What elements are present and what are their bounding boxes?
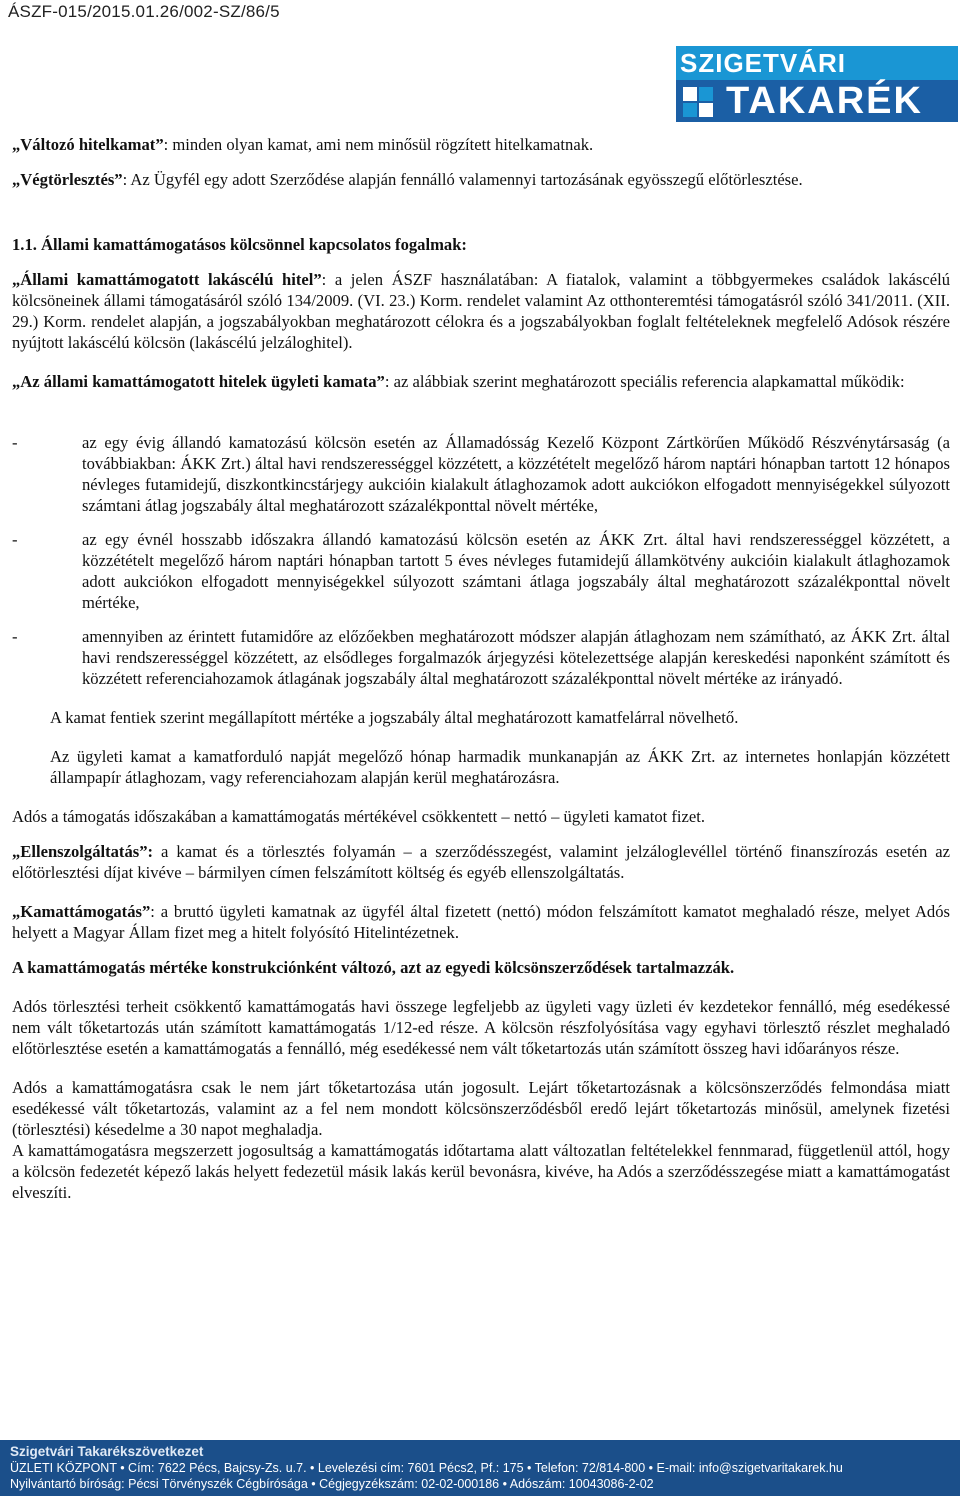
document-code: ÁSZF-015/2015.01.26/002-SZ/86/5 [8,2,280,21]
list-dash: - [12,433,18,452]
paragraph-jogosultsag: Adós a kamattámogatásra csak le nem járt tőketartozása után jogosult. Lejárt tőketartozásnak a kölcsönszerződés felmondása miatt esedékessé vált tőketartozás, valamint az a fel nem mondott kölcsönszerződésből eredő lejárt tőketartozás minősül, amelynek fizetési (törlesztési) késedelme a 30 napot meghaladja. [12,1078,950,1139]
paragraph-kamatfelar: A kamat fentiek szerint megállapított mértéke a jogszabály által meghatározott kamatfelárral növelhető. [50,708,739,727]
definition-vegtorlesztes [12,169,950,190]
list-item-text: amennyiben az érintett futamidőre az előzőekben meghatározott módszer alapján átlaghozam nem számítható, az ÁKK Zrt. által havi rendszerességgel közzétett, az elsődleges forgalmazók árjegyzési kötelezettsége alapján kereskedési naponként számított és közzétett referenciahozamok átlagának jogszabály által meghatározott százalékponttal növelt mértéke az irányadó. [82,627,950,688]
definition-text: a kamat és a törlesztés folyamán – a szerződésszegést, valamint jelzáloglevéllel történő finanszírozás esetén az előtörlesztési díjat kivéve – bármilyen címen felszámított költség és egyéb ellenszolgáltatás. [12,842,950,882]
logo-top-text: SZIGETVÁRI [676,46,958,80]
list-item-text: az egy évig állandó kamatozású kölcsön esetén az Államadósság Kezelő Központ Zártkörűen Működő Részvénytársaság (a továbbiakban: ÁKK Zrt.) által havi rendszerességgel közzétett, a közzétételt megelőző három naptári hónapban tartott 12 hónapos névleges futamidejű, diszkontkincstárjegy aukcióin kialakult átlaghozamok adott aukciókon elfogadott mennyiségekkel súlyozott számtani átlag jogszabály által meghatározott százalékponttal növelt mértéke, [82,433,950,515]
document-body [12,134,950,1203]
page-footer [0,1440,960,1496]
definition-text: : a bruttó ügyleti kamatnak az ügyfél által fizetett (nettó) módon felszámított kamatot meghaladó része, melyet Adós helyett a Magyar Állam fizet meg a hitelt folyósító Hitelintézetnek. [12,902,950,942]
definition-allami-hitel [12,269,950,353]
logo-mark-icon [682,86,714,118]
definition-text: : minden olyan kamat, ami nem minősül rögzített hitelkamatnak. [163,135,594,154]
definition-ellenszolgaltatas [12,841,950,883]
paragraph-megszerzett-jogosultsag: A kamattámogatásra megszerzett jogosultság a kamattámogatás időtartama alatt változatlan feltételekkel fennmarad, függetlenül attól, hogy a kölcsön fedezetét képező lakás helyett fedezetül másik lakás kerül bevonásra, kivéve, ha Adós a szerződésszegése miatt a kamattámogatást elveszíti. [12,1141,950,1202]
footer-address-line: ÜZLETI KÖZPONT • Cím: 7622 Pécs, Bajcsy-Zs. u.7. • Levelezési cím: 7601 Pécs2, Pf.: 175 • Telefon: 72/814-800 • E-mail: info@szigetvaritakarek.hu [10,1461,843,1475]
logo-bottom-text: TAKARÉK [676,80,958,122]
section-heading: 1.1. Állami kamattámogatásos kölcsönnel kapcsolatos fogalmak: [12,235,467,254]
term: „Az állami kamattámogatott hitelek ügyleti kamata” [12,372,385,391]
list-item [12,626,950,689]
term: „Ellenszolgáltatás”: [12,842,154,861]
footer-registry-line: Nyilvántartó bíróság: Pécsi Törvényszék Cégbírósága • Cégjegyzékszám: 02-02-000186 • Adószám: 10043086-2-02 [10,1477,654,1491]
definition-text: : Az Ügyfél egy adott Szerződése alapján fennálló valamennyi tartozásának egyösszegű előtörlesztése. [122,170,803,189]
list-item [12,432,950,516]
list-dash: - [12,530,18,549]
paragraph-netto-kamat: Adós a támogatás időszakában a kamattámogatás mértékével csökkentett – nettó – ügyleti kamatot fizet. [12,807,706,826]
term: „Kamattámogatás” [12,902,151,921]
definition-valtozo-hitelkamat [12,134,950,155]
list-item [12,529,950,613]
term: „Változó hitelkamat” [12,135,164,154]
rate-method-list [12,432,950,689]
paragraph-kamatfordulo: Az ügyleti kamat a kamatforduló napját megelőző hónap harmadik munkanapján az ÁKK Zrt. az internetes honlapján közzétett állampapír átlaghozam, vagy referenciahozam alapján kerül meghatározásra. [50,747,950,787]
footer-company-name: Szigetvári Takarékszövetkezet [10,1444,204,1459]
definition-text: : az alábbiak szerint meghatározott speciális referencia alapkamattal működik: [384,372,905,391]
term: „Végtörlesztés” [12,170,123,189]
term: „Állami kamattámogatott lakáscélú hitel” [12,270,322,289]
definition-ugyleti-kamat [12,371,950,392]
paragraph-havi-osszeg: Adós törlesztési terheit csökkentő kamattámogatás havi összege legfeljebb az ügyleti vagy üzleti év kezdetekor fennálló, még esedékessé nem vált tőketartozás után számított kamattámogatás 1/12-ed része. A kölcsön részfolyósítása vagy egyhavi törlesztő részlet meghaladó előtörlesztése esetén a kamattámogatás a fennálló, még esedékessé nem vált tőketartozás után számított összeg havi időarányos része. [12,997,950,1058]
list-item-text: az egy évnél hosszabb időszakra állandó kamatozású kölcsön esetén az ÁKK Zrt. által havi rendszerességgel közzétett, a közzétételt megelőző három naptári hónapban tartott 5 éves névleges futamidejű államkötvény aukcióin kialakult átlaghozamok adott aukciókon elfogadott mennyiségekkel súlyozott számtani átlaga jogszabály által meghatározott százalékponttal növelt mértéke, [82,530,950,612]
paragraph-bold-note: A kamattámogatás mértéke konstrukciónként változó, azt az egyedi kölcsönszerződések tartalmazzák. [12,958,735,977]
definition-kamattamogatas [12,901,950,943]
definition-text: : a jelen ÁSZF használatában: A fiatalok, valamint a többgyermekes családok lakáscélú kölcsöneinek állami támogatásáról szóló 134/2009. (VI. 23.) Korm. rendelet valamint Az otthonteremtési támogatásról szóló 341/2011. (XII. 29.) Korm. rendelet alapján, a jogszabályokban meghatározott célokra és a jogszabályokban foglalt feltételeknek megfelelő Adósok részére nyújtott lakáscélú kölcsön (lakáscélú jelzáloghitel). [12,270,951,352]
list-dash: - [12,627,18,646]
bank-logo [676,46,958,122]
